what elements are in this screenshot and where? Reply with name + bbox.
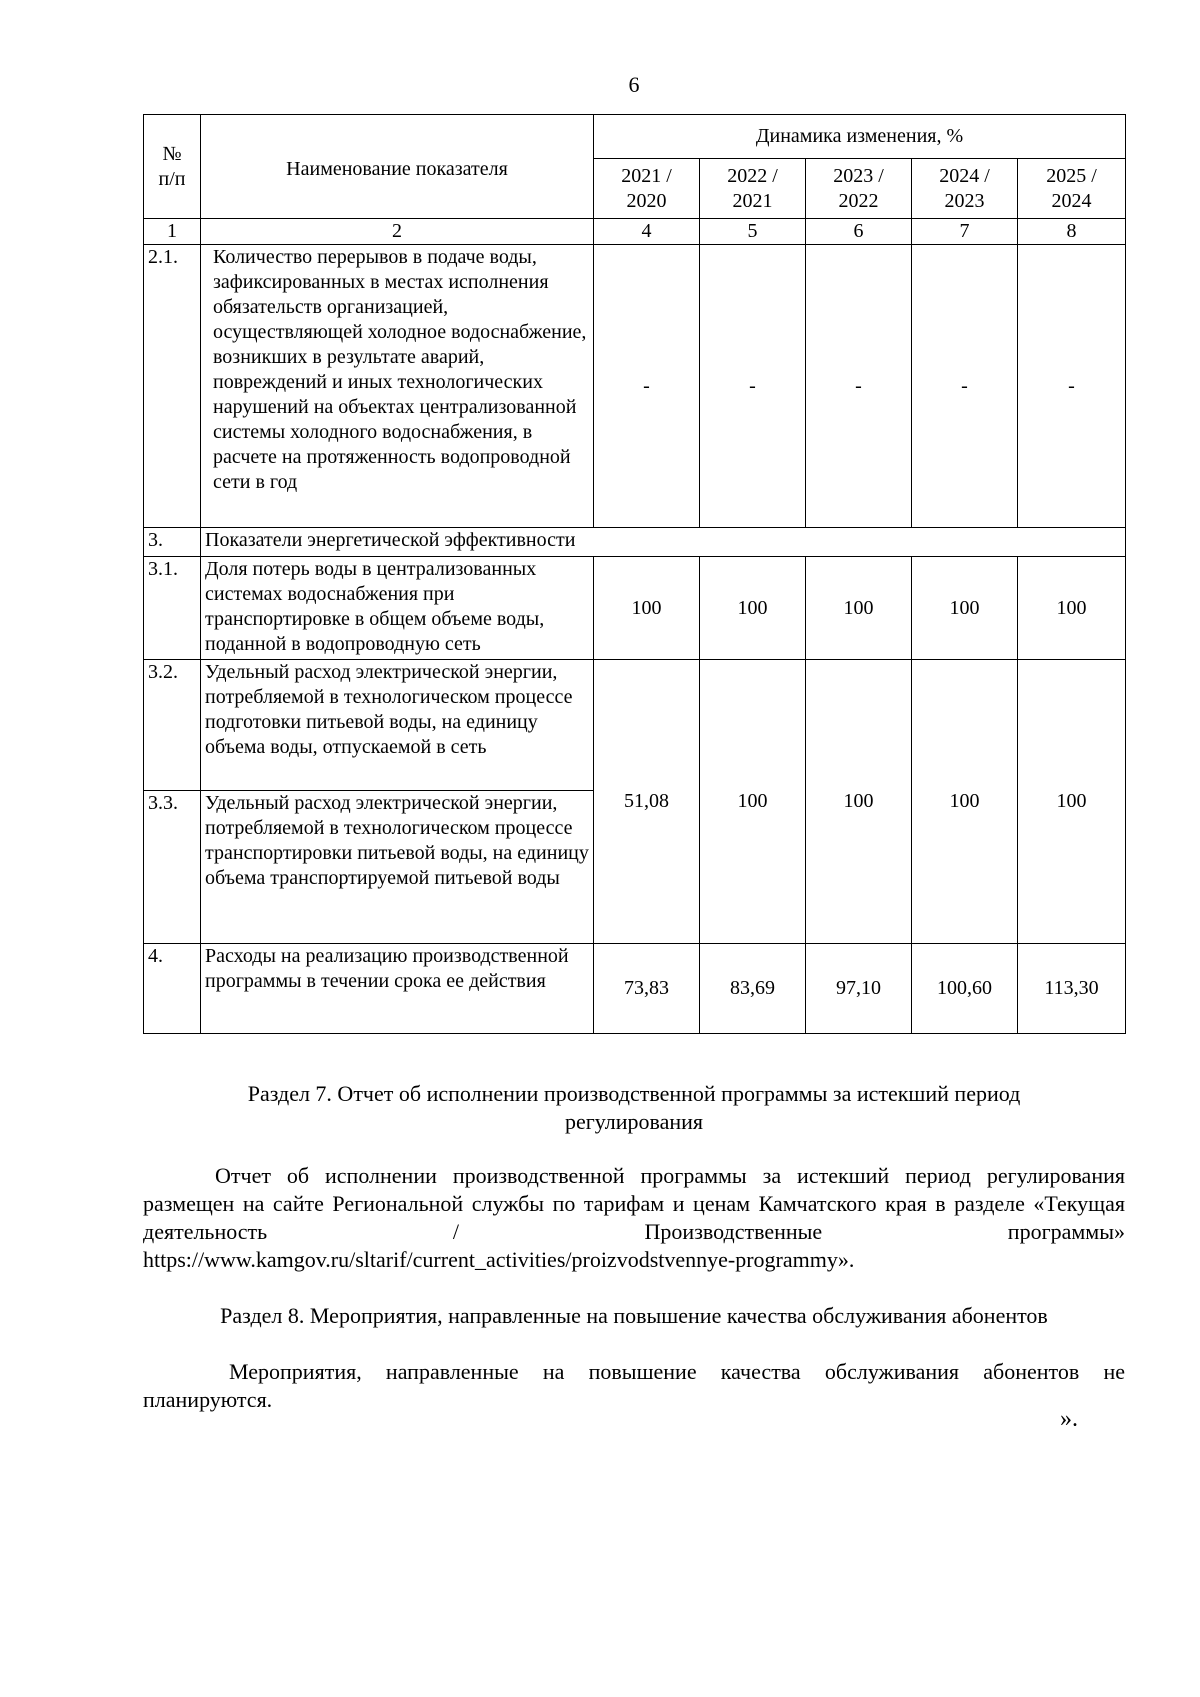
row-value: 100,60: [912, 944, 1018, 1034]
header-period: 2021 / 2020: [594, 159, 700, 219]
column-index: 8: [1018, 219, 1126, 245]
row-value: 73,83: [594, 944, 700, 1034]
row-number: 3.: [144, 528, 201, 557]
row-name: Расходы на реализацию производственной программы в течении срока ее действия: [201, 944, 594, 1034]
column-index: 1: [144, 219, 201, 245]
row-value: 113,30: [1018, 944, 1126, 1034]
table-row: [144, 245, 1126, 528]
row-value: 100: [700, 557, 806, 660]
row-value: -: [912, 245, 1018, 528]
row-value: 100: [1018, 557, 1126, 660]
header-dynamics: Динамика изменения, %: [594, 115, 1126, 159]
row-number: 3.1.: [144, 557, 201, 660]
row-value: 100: [700, 660, 806, 944]
row-name: Удельный расход электрической энергии, потребляемой в технологическом процессе подготовки питьевой воды, на единицу объема воды, отпускаемой в сеть: [201, 660, 594, 791]
header-period: 2025 / 2024: [1018, 159, 1126, 219]
row-name: Количество перерывов в подаче воды, зафиксированных в местах исполнения обязательств организацией, осуществляющей холодное водоснабжение, возникших в результате аварий, повреждений и иных технологических нарушений на объектах централизованной системы холодного водоснабжения, в расчете на протяженность водопроводной сети в год: [201, 245, 594, 528]
row-value: 51,08: [594, 660, 700, 944]
header-period: 2024 / 2023: [912, 159, 1018, 219]
row-number: 3.2.: [144, 660, 201, 791]
header-name: Наименование показателя: [201, 115, 594, 219]
column-index: 5: [700, 219, 806, 245]
column-index: 4: [594, 219, 700, 245]
row-number: 4.: [144, 944, 201, 1034]
column-index-row: [144, 219, 1126, 245]
column-index: 7: [912, 219, 1018, 245]
row-value: -: [700, 245, 806, 528]
section8-title: Раздел 8. Мероприятия, направленные на повышение качества обслуживания абонентов: [220, 1303, 1048, 1328]
table-row: [144, 557, 1126, 660]
section8-text: Мероприятия, направленные на повышение качества обслуживания абонентов не планируются.: [143, 1359, 1125, 1412]
row-value: 100: [806, 557, 912, 660]
row-name: Доля потерь воды в централизованных системах водоснабжения при транспортировке в общем объеме воды, поданной в водопроводную сеть: [201, 557, 594, 660]
row-value: 100: [912, 660, 1018, 944]
table-row: [144, 944, 1126, 1034]
column-index: 2: [201, 219, 594, 245]
column-index: 6: [806, 219, 912, 245]
row-value: 100: [806, 660, 912, 944]
closing-quote-mark: ».: [1060, 1406, 1078, 1432]
row-name: Показатели энергетической эффективности: [201, 528, 1126, 557]
table-row: [144, 528, 1126, 557]
row-value: -: [1018, 245, 1126, 528]
header-period: 2023 / 2022: [806, 159, 912, 219]
header-num: № п/п: [144, 115, 201, 219]
header-period: 2022 / 2021: [700, 159, 806, 219]
row-value: 100: [912, 557, 1018, 660]
row-value: -: [594, 245, 700, 528]
table-row: [144, 660, 1126, 791]
row-value: 100: [1018, 660, 1126, 944]
row-value: 83,69: [700, 944, 806, 1034]
page-number: 6: [628, 72, 640, 97]
row-name: Удельный расход электрической энергии, потребляемой в технологическом процессе транспортировки питьевой воды, на единицу объема транспортируемой питьевой воды: [201, 791, 594, 944]
row-value: 100: [594, 557, 700, 660]
row-value: -: [806, 245, 912, 528]
table-header-row: [144, 115, 1126, 159]
indicators-table: [143, 114, 1126, 1034]
row-value: 97,10: [806, 944, 912, 1034]
row-number: 3.3.: [144, 791, 201, 944]
row-number: 2.1.: [144, 245, 201, 528]
section7-title: Раздел 7. Отчет об исполнении производственной программы за истекший период регулирования: [247, 1081, 1021, 1134]
section7-text: Отчет об исполнении производственной программы за истекший период регулирования размещен на сайте Региональной службы по тарифам и ценам Камчатского края в разделе «Текущая деятельность / Производственные программы» https://www.kamgov.ru/sltarif/current_activities/proizvodstvennye-programmy».: [143, 1163, 1125, 1272]
